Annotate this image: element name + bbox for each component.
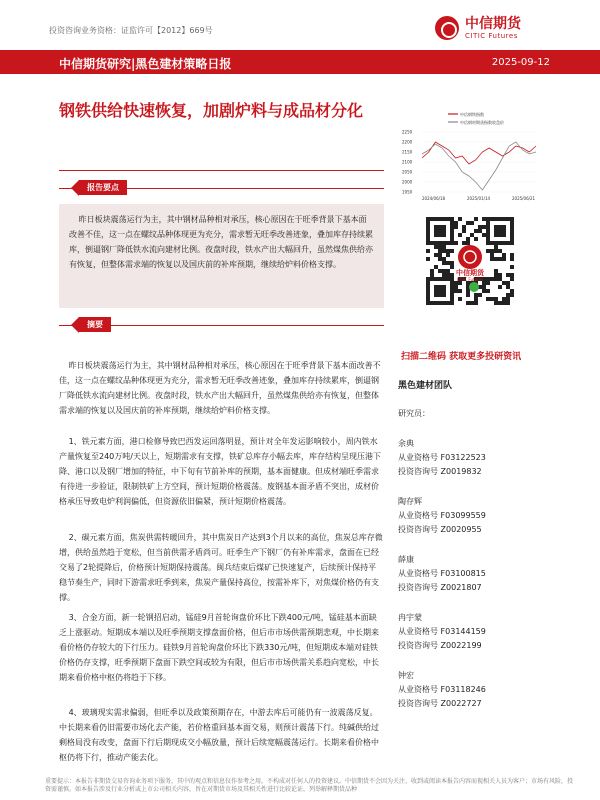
- disclaimer: 重要提示：本报告非期货交易咨询业务项下服务，其中的观点和信息仅作参考之用，不构成对任何人的投资建议。中信期货不会因为关注、收到或阅读本报告内容而视相关人员为客户；市场有风险，投资需谨慎。如本报告涉及行业分析或上市公司相关内容，旨在对期货市场及其相关性进行比较论证，列举解释期货品种: [45, 778, 574, 793]
- researcher-cert: 从业资格号 F03118246: [398, 685, 486, 694]
- qr-caption: 扫描二维码 获取更多投研资讯: [401, 352, 522, 362]
- banner-title: 中信期货研究|黑色建材策略日报: [59, 57, 232, 71]
- y-tick-label: 2000: [402, 179, 413, 185]
- qr-logo-en: CITIC Futures: [456, 277, 484, 282]
- y-tick-label: 2050: [402, 169, 413, 175]
- banner-date: 2025-09-12: [491, 57, 550, 68]
- summary-glass: 4、玻璃现实需求偏弱，但旺季以及政策预期存在，中游去库后可能仍有一波震荡反复。中长期来看仍旧需要市场化去产能，若价格重回基本面交易，则预计震荡下行。纯碱供给过剩格局没有改变，盘面下行后期现成交小幅放量，预计后续宽幅震荡运行。长期来看价格中枢仍将下行，推动产能去化。: [59, 708, 379, 762]
- summary-alloy: 3、合金方面，新一轮钢招启动，锰硅9月首轮询盘价环比下跌400元/吨，锰硅基本面缺乏上涨驱动。短期成本端以及旺季预期支撑盘面价格，但后市市场供需预期悲观，中长期来看价格仍存较大的下行压力。硅铁9月首轮询盘价环比下跌330元/吨，但短期成本端对硅铁价格仍存支撑，旺季预期下盘面下跌空间或较为有限，但后市市场供需关系趋向宽松，中长期来看价格中枢仍将趋于下移。: [59, 613, 379, 682]
- key-points-header: [59, 180, 384, 196]
- license-text: 投资咨询业务资格：证监许可【2012】669号: [49, 26, 213, 35]
- legend-label: 中信钢铁指数: [460, 112, 484, 117]
- researchers-label: 研究员：: [398, 409, 430, 418]
- y-tick-label: 2150: [402, 149, 413, 155]
- researcher-name: 余典: [398, 439, 414, 448]
- summary-iron: 1、铁元素方面，港口检修导致巴西发运回落明显，预计对全年发运影响较小，周内铁水产量恢复至240万吨/天以上，短期需求有支撑，铁矿总库存小幅去库，库存结构呈现压港下降、港口以及钢厂增加的特征，中下旬有节前补库的预期，基本面健康。但成材端旺季需求有待进一步验证，限制铁矿上方空间，预计短期价格震荡。废钢基本面矛盾不突出，成材价格承压导致电炉利润偏低，但资源依旧偏紧，预计短期价格震荡。: [59, 437, 381, 506]
- researcher-cert: 从业资格号 F03122523: [398, 453, 486, 462]
- title-divider: [59, 170, 384, 171]
- mini-program-icon: [469, 282, 479, 292]
- y-tick-label: 2200: [402, 139, 413, 145]
- report-title: 钢铁供给快速恢复，加剧炉料与成品材分化: [59, 101, 364, 120]
- y-tick-label: 1950: [402, 189, 413, 195]
- researcher-consult: 投资咨询号 Z0022199: [398, 641, 482, 650]
- y-tick-label: 2100: [402, 159, 413, 165]
- qr-logo-cn: 中信期货: [456, 269, 484, 277]
- x-tick-label: 2025/01/14: [467, 196, 491, 201]
- summary-header: [59, 317, 384, 333]
- researcher-cert: 从业资格号 F03099559: [398, 511, 486, 520]
- researcher-consult: 投资咨询号 Z0019832: [398, 467, 482, 476]
- legend-label: 中信钢材期货指数收盘价: [460, 120, 504, 125]
- x-tick-label: 2025/06/21: [512, 196, 536, 201]
- citic-logo-icon: [435, 16, 459, 40]
- report-banner: [0, 50, 600, 74]
- researcher-name: 薛康: [398, 555, 414, 564]
- x-tick-label: 2024/06/18: [422, 196, 446, 201]
- citic-logo: [435, 12, 580, 44]
- y-tick-label: 2250: [402, 129, 413, 135]
- researcher-name: 冉宇蒙: [398, 613, 422, 622]
- summary-intro: 昨日板块震荡运行为主，其中钢材品种相对承压，核心原因在于旺季背景下基本面改善不佳，这一点在螺纹品种体现更为充分，需求暂无旺季改善迹象，叠加库存持续累库，倒逼钢厂降低铁水流向建材比例。夜盘时段，铁水产出大幅回升，虽然煤焦供给亦有恢复，但整体需求端的恢复以及国庆前的补库预期，继续给炉料价格支撑。: [59, 361, 381, 415]
- key-points-box: [59, 204, 384, 308]
- team-name: 黑色建材团队: [398, 381, 453, 391]
- summary-carbon: 2、碳元素方面，焦炭供需转暖回升，其中焦炭日产达到3个月以来的高位，焦炭总库存微增，供给虽然趋于宽松，但当前供需矛盾尚可。旺季生产下钢厂仍有补库需求，盘面在已经交易了2轮提降后，价格预计短期保持震荡。闽兵结束后煤矿已快速复产，后续预计保持平稳节奏生产，同时下游需求旺季到来，焦炭产量保持高位，按需补库下，对焦煤价格仍有支撑。: [59, 533, 383, 602]
- summary-label: 摘要: [79, 317, 111, 332]
- qr-center-logo-icon: [458, 245, 482, 269]
- researcher-consult: 投资咨询号 Z0020955: [398, 525, 482, 534]
- steel-index-chart: [400, 108, 540, 204]
- researcher-name: 钟宏: [398, 671, 414, 680]
- researcher-consult: 投资咨询号 Z0022727: [398, 699, 482, 708]
- logo-cn: 中信期货: [465, 15, 521, 32]
- researcher-cert: 从业资格号 F03100815: [398, 569, 486, 578]
- qr-code-image[interactable]: [401, 212, 541, 332]
- researcher-cert: 从业资格号 F03144159: [398, 627, 486, 636]
- key-points-label: 报告要点: [79, 180, 127, 195]
- key-points-text: 昨日板块震荡运行为主，其中钢材品种相对承压，核心原因在于旺季背景下基本面改善不佳，这一点在螺纹品种体现更为充分，需求暂无旺季改善迹象，叠加库存持续累库，倒逼钢厂降低铁水流向建材比例。夜盘时段，铁水产出大幅回升，虽然煤焦供给亦有恢复，但整体需求端的恢复以及国庆前的补库预期，继续给炉料价格支撑。: [69, 215, 373, 269]
- researcher-name: 陶存辉: [398, 497, 422, 506]
- logo-en: CITIC Futures: [465, 31, 518, 40]
- researcher-consult: 投资咨询号 Z0021807: [398, 583, 482, 592]
- qr-code[interactable]: [401, 212, 541, 332]
